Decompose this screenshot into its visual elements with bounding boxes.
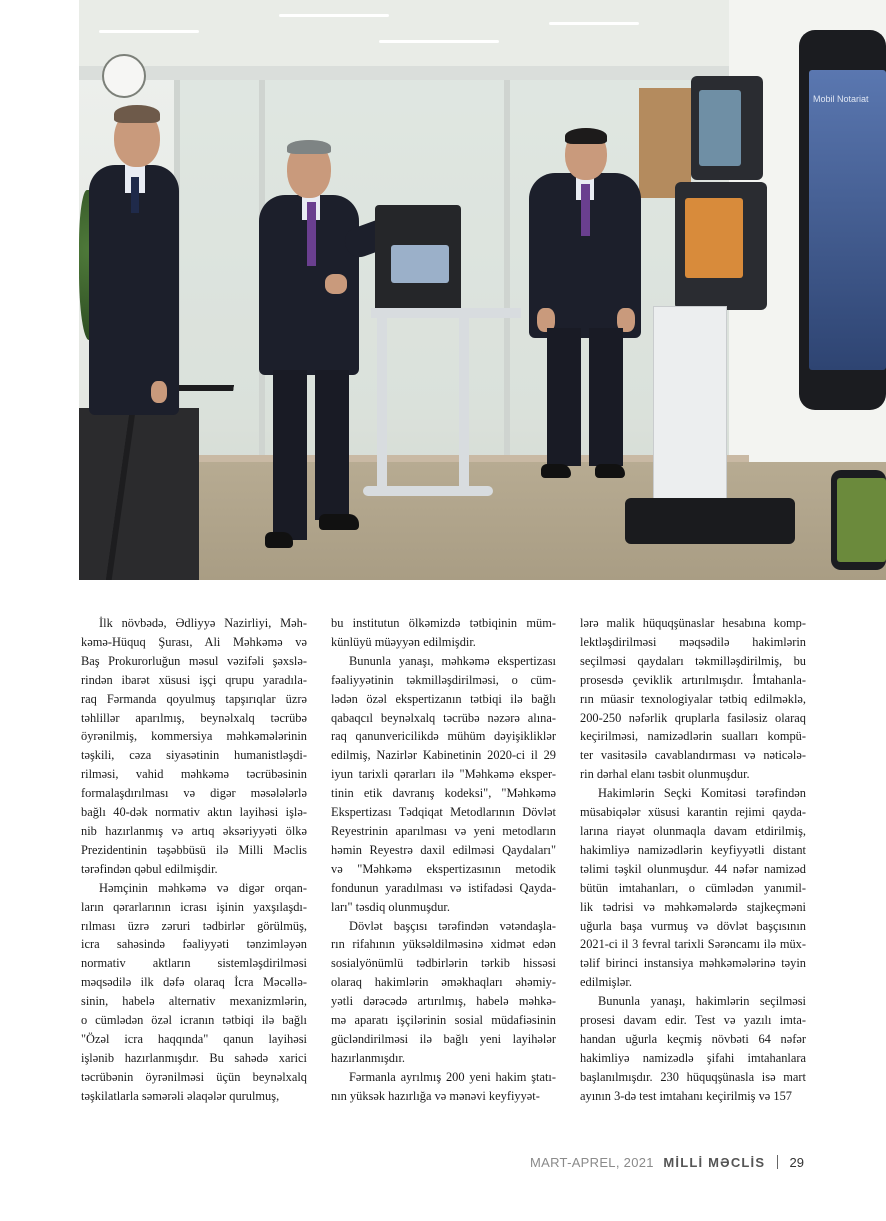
text-line: qabaqcıl beynəlxalq təcrübə nəzərə alına-: [331, 710, 556, 725]
text-line: rılması üzrə zəruri tədbirlər görülmüş,: [81, 918, 307, 933]
phone-display: [831, 470, 886, 570]
text-line: başlanılmışdır. 230 hüquqşünasla isə mart: [580, 1069, 806, 1084]
article-photo: [79, 0, 886, 580]
text-line: bütün imtahanları, o cümlədən yanımil-: [580, 880, 806, 895]
text-line: Həmçinin məhkəmə və digər orqan-: [99, 880, 307, 895]
text-line: "Özəl icra haqqında" qanun layihəsi: [81, 1031, 307, 1046]
text-line: rın müasir texnologiyalar tətbiq edilməklə,: [580, 691, 806, 706]
text-line: lik tədrisi və məhkəmələrdə stajkeçməni: [580, 899, 806, 914]
paragraph: [580, 784, 806, 992]
text-column-3: [580, 614, 806, 1106]
ceiling-beam: [79, 66, 729, 80]
text-line: uğurla başa vurmuş və dövlət başçısının: [580, 918, 806, 933]
text-line: o cümlədən özəl icranın tətbiqi ilə bağlı: [81, 1013, 307, 1028]
magazine-name: MİLLİ MƏCLİS: [663, 1155, 766, 1170]
text-line: Bununla yanaşı, məhkəmə ekspertizası: [349, 653, 556, 668]
stand-leg: [459, 318, 469, 486]
display-stand: [371, 308, 521, 318]
text-line: lektləşdirilməsi məqsədilə hakimlərin: [580, 634, 806, 649]
text-line: sosialyönümlü tədbirlərin tərkib hissəsi: [331, 956, 556, 971]
text-line: bağlı 40-dək normativ aktın layihəsi işlə-: [81, 805, 307, 820]
footer-divider: [777, 1155, 778, 1169]
text-line: fondunun yaradılması və istifadəsi Qayda-: [331, 880, 556, 895]
text-column-1: [81, 614, 307, 1106]
paragraph: [331, 917, 556, 1068]
text-line: Hakimlərin Seçki Komitəsi tərəfindən: [598, 786, 806, 801]
text-line: yətli dərəcədə artırılmış, habelə məhkə-: [331, 994, 556, 1009]
text-line: lədən özəl ekspertizanın tətbiqi ilə bağlı: [331, 691, 556, 706]
kiosk-top-display: [691, 76, 763, 180]
text-line: rın rifahının yüksəldilməsinə xidmət edən: [331, 937, 556, 952]
text-line: müsabiqələr xüsusi karantin rejimi qayda-: [580, 805, 806, 820]
text-column-2: [331, 614, 556, 1106]
text-line: ayının 3-də test imtahanı keçirilmiş və 157: [580, 1088, 792, 1103]
text-line: Fərmanla ayrılmış 200 yeni hakim ştatı-: [349, 1069, 556, 1084]
text-line: keçirilməsi, namizədlərin sualları kompü-: [580, 729, 806, 744]
text-line: məqsədilə ilk dəfə olaraq İcra Məcəllə-: [81, 975, 307, 990]
text-line: 2021-ci il 3 fevral tarixli Sərəncamı ilə müx-: [580, 937, 806, 952]
stand-leg: [377, 318, 387, 486]
text-line: hazırlanmışdır.: [331, 1050, 405, 1065]
text-line: rilməsi, vahid məhkəmə təcrübəsinin: [81, 767, 307, 782]
text-line: lərə malik hüquqşünaslar hesabına komp-: [580, 616, 806, 630]
ceiling-light: [279, 14, 389, 17]
ceiling-light: [379, 40, 499, 43]
text-line: nın yüksək hazırlığa və mənəvi keyfiyyət-: [331, 1088, 540, 1103]
text-line: təlimi təşkil olunmuşdur. 44 nəfər namizəd: [580, 861, 806, 876]
paragraph: [331, 1068, 556, 1106]
text-line: Baş Prokurorluğun məsul vəzifəli şəxslə-: [81, 653, 307, 668]
ceiling-light: [549, 22, 639, 25]
text-line: prosesdə çeviklik artırılmışdır. İmtahanla-: [580, 672, 806, 687]
text-line: edilmiş, Nazirlər Kabinetinin 2020-ci il 29: [331, 748, 556, 763]
ceiling-light: [99, 30, 199, 33]
text-line: hakimliyə namizədlə şifahi imtahanlara: [580, 1050, 806, 1065]
text-line: təşkili, cəza siyasətinin humanistləşdi-: [81, 748, 307, 763]
screen-label: Mobil Notariat: [813, 94, 869, 104]
page-footer: [530, 1155, 810, 1175]
text-line: icra sahəsində fəaliyyəti tənzimləyən: [81, 937, 307, 952]
text-line: həmin Reyestrə daxil edilməsi Qaydaları": [331, 842, 556, 857]
text-line: sinin, habelə alternativ mexanizmlərin,: [81, 994, 307, 1009]
text-line: formalaşdırılması və digər məsələlərlə: [81, 786, 307, 801]
issue-date: MART-APREL, 2021: [530, 1155, 654, 1170]
paragraph: [331, 652, 556, 917]
text-line: Dövlət başçısı tərəfindən vətəndaşla-: [349, 918, 556, 933]
text-line: prosesi davam edir. Test və yazılı imta-: [580, 1013, 806, 1028]
text-line: iyun tarixli qərarları ilə "Məhkəmə eksper-: [331, 767, 556, 782]
text-line: bu institutun ölkəmizdə tətbiqinin müm-: [331, 616, 556, 630]
stand-base: [363, 486, 493, 496]
tablet-display: [799, 30, 886, 410]
paragraph: [81, 879, 307, 1106]
text-line: təlif birinci instansiya məhkəmələrinə təyin: [580, 956, 806, 971]
paragraph: [580, 614, 806, 784]
paragraph: [331, 614, 556, 652]
text-line: raq Fərmanda qoyulmuş tapşırıqlar üzrə: [81, 691, 307, 706]
text-line: edilmişlər.: [580, 975, 632, 990]
text-line: təhlillər aparılmış, beynəlxalq təcrübə: [81, 710, 307, 725]
text-line: larına riayət olunmaqla davam etdirilmiş,: [580, 823, 806, 838]
text-line: İlk növbədə, Ədliyyə Nazirliyi, Məh-: [99, 616, 307, 630]
wall-clock-icon: [102, 54, 146, 98]
paragraph: [81, 614, 307, 879]
text-line: künlüyü müəyyən edilmişdir.: [331, 634, 476, 649]
text-line: ların qərarlarının icrası işinin yaxşılaşdı-: [81, 899, 307, 914]
equipment-case: [375, 205, 461, 313]
text-line: Bununla yanaşı, hakimlərin seçilməsi: [598, 994, 806, 1009]
text-line: işlənib hazırlanmışdır. Bu sahədə xarici: [81, 1050, 307, 1065]
page-number: 29: [789, 1155, 804, 1170]
text-line: rindən ibarət xüsusi işçi qrupu yaradıla-: [81, 672, 307, 687]
text-line: mə aparatı işçilərinin sosial müdafiəsinin: [331, 1013, 556, 1028]
text-line: gücləndirilməsi ilə bağlı yeni layihələr: [331, 1031, 556, 1046]
text-line: olaraq hakimlərin əməkhaqları əhəmiy-: [331, 975, 556, 990]
paragraph: [580, 992, 806, 1105]
text-line: ter vasitəsilə cavablandırması və nəticələ-: [580, 748, 806, 763]
text-line: təcrübənin öyrənilməsi üçün beynəlxalq: [81, 1069, 307, 1084]
text-line: ları" təsdiq olunmuşdur.: [331, 899, 450, 914]
text-line: tərəfindən qəbul edilmişdir.: [81, 861, 218, 876]
kiosk-base: [625, 498, 795, 544]
text-line: fəaliyyətinin təkmilləşdirilməsi, o cüm-: [331, 672, 556, 687]
text-line: handan uğurla keçmiş növbəti 64 nəfər: [580, 1031, 806, 1046]
text-line: və "Məhkəmə ekspertizasının metodik: [331, 861, 556, 876]
text-line: nib hazırlanmış və artıq əksəriyyəti ölkə: [81, 823, 307, 838]
text-line: raq qanunvericilikdə mühüm dəyişikliklər: [331, 729, 556, 744]
text-line: tinin etik davranış kodeksi", "Məhkəmə: [331, 786, 556, 801]
text-line: hakimliyə namizədlərin keyfiyyətli distant: [580, 842, 806, 857]
text-line: normativ aktların sistemləşdirilməsi: [81, 956, 307, 971]
text-line: öyrənilmiş, kommersiya məhkəmələrinin: [81, 729, 307, 744]
text-line: rin dərhal elanı təsbit olunmuşdur.: [580, 767, 750, 782]
kiosk-screen: [675, 182, 767, 310]
text-line: seçilməsi qaydaları təkmilləşdirilmiş, bu: [580, 653, 806, 668]
text-line: Prezidentinin təşəbbüsü ilə Milli Məclis: [81, 842, 307, 857]
kiosk-body: [653, 306, 727, 508]
text-line: təşkilatlarla səmərəli əlaqələr qurulmuş,: [81, 1088, 280, 1103]
text-line: Reyestrinin aparılması və yeni metodların: [331, 823, 556, 838]
text-line: Ekspertizası Tədqiqat Metodlarının Dövlət: [331, 805, 556, 820]
text-line: 200-250 nəfərlik qruplarla fasiləsiz olaraq: [580, 710, 806, 725]
text-line: kəmə-Hüquq Şurası, Ali Məhkəmə və: [81, 634, 307, 649]
